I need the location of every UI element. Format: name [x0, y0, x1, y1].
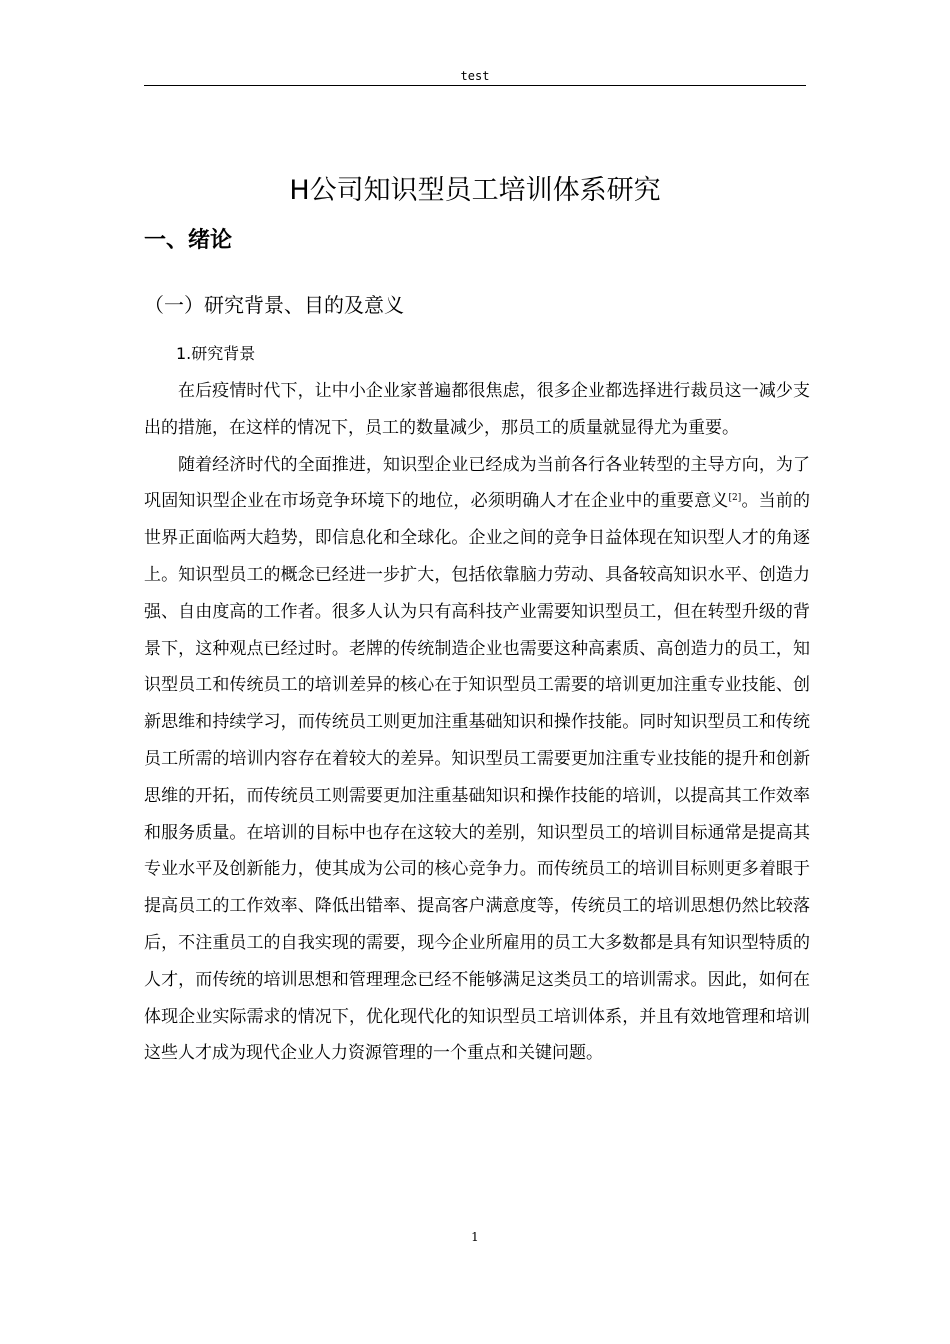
paragraph-text: 。当前的世界正面临两大趋势，即信息化和全球化。企业之间的竞争日益体现在知识型人才的角逐上。知识型员工的概念已经进一步扩大，包括依靠脑力劳动、具备较高知识水平、创造力强、自由度高的工作者。很多人认为只有高科技产业需要知识型员工，但在转型升级的背景下，这种观点已经过时。老牌的传统制造企业也需要这种高素质、高创造力的员工，知识型员工和传统员工的培训差异的核心在于知识型员工需要的培训更加注重专业技能、创新思维和持续学习，而传统员工则更加注重基础知识和操作技能。同时知识型员工和传统员工所需的培训内容存在着较大的差异。知识型员工需要更加注重专业技能的提升和创新思维的开拓，而传统员工则需要更加注重基础知识和操作技能的培训，以提高其工作效率和服务质量。在培训的目标中也存在这较大的差别，知识型员工的培训目标通常是提高其专业水平及创新能力，使其成为公司的核心竞争力。而传统员工的培训目标则更多着眼于提高员工的工作效率、降低出错率、提高客户满意度等，传统员工的培训思想仍然比较落后，不注重员工的自我实现的需要，现今企业所雇用的员工大多数都是具有知识型特质的人才，而传统的培训思想和管理理念已经不能够满足这类员工的培训需求。因此，如何在体现企业实际需求的情况下，优化现代化的知识型员工培训体系，并且有效地管理和培训这些人才成为现代企业人力资源管理的一个重点和关键问题。 [144, 491, 811, 1064]
paragraph: 在后疫情时代下，让中小企业家普遍都很焦虑，很多企业都选择进行裁员这一减少支出的措施，在这样的情况下，员工的数量减少，那员工的质量就显得尤为重要。 [144, 381, 810, 438]
document-title: H公司知识型员工培训体系研究 [289, 175, 661, 206]
header-rule [144, 85, 806, 86]
page-header: test [460, 69, 490, 83]
paragraph-text: 随着经济时代的全面推进，知识型企业已经成为当前各行各业转型的主导方向，为了巩固知识型企业在市场竞争环境下的地位，必须明确人才在企业中的重要意义 [144, 454, 810, 512]
subsection-heading: （一）研究背景、目的及意义 [144, 293, 404, 317]
body-text [144, 373, 810, 1072]
page-number: 1 [471, 1230, 479, 1244]
citation-reference: [2] [728, 493, 742, 504]
paragraph [144, 447, 810, 1073]
section-heading: 一、绪论 [144, 228, 233, 253]
subsubsection-heading: 1.研究背景 [176, 344, 256, 363]
